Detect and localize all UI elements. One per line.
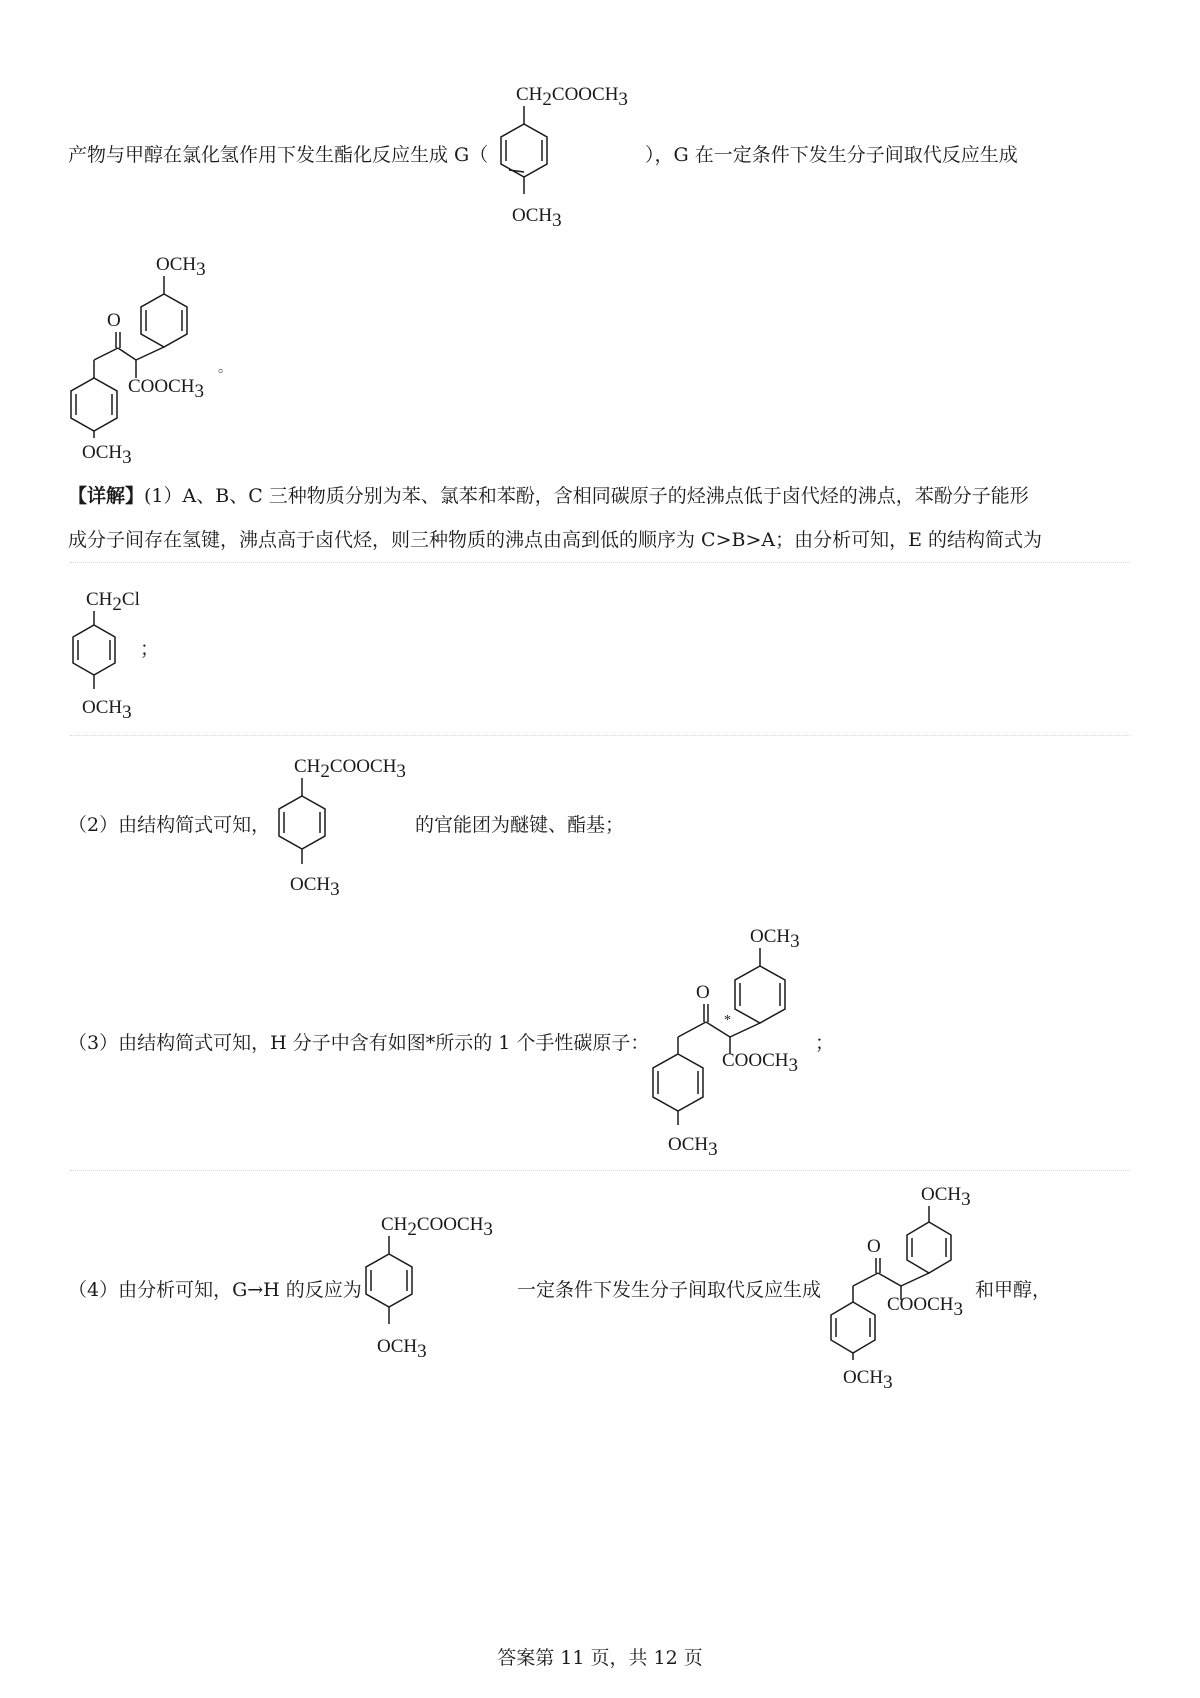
molecule-e <box>60 585 180 725</box>
q4-text-after: 和甲醇， <box>975 1279 1052 1301</box>
svg-text:OCH3: OCH3 <box>921 1184 971 1210</box>
svg-text:OCH3: OCH3 <box>156 254 206 280</box>
svg-text:OCH3: OCH3 <box>668 1134 718 1160</box>
label-ch2cooch3: CH2COOCH3 <box>516 84 628 110</box>
molecule-g-q2 <box>268 750 438 900</box>
molecule-g-q4 <box>355 1208 525 1368</box>
svg-text:OCH3: OCH3 <box>750 926 800 952</box>
q2-text-before: （2）由结构简式可知， <box>68 814 271 836</box>
separator-3 <box>70 1170 1130 1171</box>
svg-text:O: O <box>107 310 121 331</box>
e-semicolon: ； <box>140 638 160 660</box>
para1-text-before: 产物与甲醇在氯化氢作用下发生酯化反应生成 G（ <box>68 144 489 166</box>
q4-text-middle: 一定条件下发生分子间取代反应生成 <box>517 1279 822 1301</box>
page-footer: 答案第 11 页，共 12 页 <box>497 1647 703 1669</box>
detail-line-1 <box>68 483 1029 509</box>
detail-line-2: 成分子间存在氢键，沸点高于卤代烃，则三种物质的沸点由高到低的顺序为 C>B>A；由分析可知，E 的结构简式为 <box>68 529 1043 551</box>
svg-text:O: O <box>696 982 710 1003</box>
svg-text:CH2COOCH3: CH2COOCH3 <box>381 1214 493 1240</box>
svg-text:OCH3: OCH3 <box>512 205 562 231</box>
svg-text:CH2Cl: CH2Cl <box>86 589 140 615</box>
svg-text:OCH3: OCH3 <box>377 1336 427 1362</box>
svg-text:OCH3: OCH3 <box>82 697 132 723</box>
para1-period: 。 <box>218 360 232 376</box>
molecule-h-chiral <box>630 920 830 1165</box>
para1-text-after: ），G 在一定条件下发生分子间取代反应生成 <box>645 144 1018 166</box>
svg-text:CH2COOCH3: CH2COOCH3 <box>294 756 406 782</box>
chiral-star: * <box>724 1013 731 1028</box>
q3-semicolon: ； <box>815 1032 835 1054</box>
separator-1 <box>70 562 1130 563</box>
svg-text:OCH3: OCH3 <box>290 874 340 900</box>
q2-text-after: 的官能团为醚键、酯基； <box>415 814 625 836</box>
separator-2 <box>70 735 1130 736</box>
svg-text:OCH3: OCH3 <box>843 1367 893 1393</box>
svg-text:COOCH3: COOCH3 <box>128 376 205 402</box>
svg-text:OCH3: OCH3 <box>82 442 132 468</box>
q3-text: （3）由结构简式可知，H 分子中含有如图*所示的 1 个手性碳原子： <box>68 1032 650 1054</box>
svg-text:COOCH3: COOCH3 <box>887 1294 964 1320</box>
molecule-g-top <box>490 78 660 238</box>
detail-line-1-text: (1）A、B、C 三种物质分别为苯、氯苯和苯酚，含相同碳原子的烃沸点低于卤代烃的沸点，苯酚分子能形 <box>144 485 1029 507</box>
svg-text:O: O <box>867 1236 881 1257</box>
detail-tag: 【详解】 <box>68 485 145 507</box>
q4-text-before: （4）由分析可知，G→H 的反应为 <box>68 1279 362 1301</box>
svg-text:COOCH3: COOCH3 <box>722 1050 799 1076</box>
